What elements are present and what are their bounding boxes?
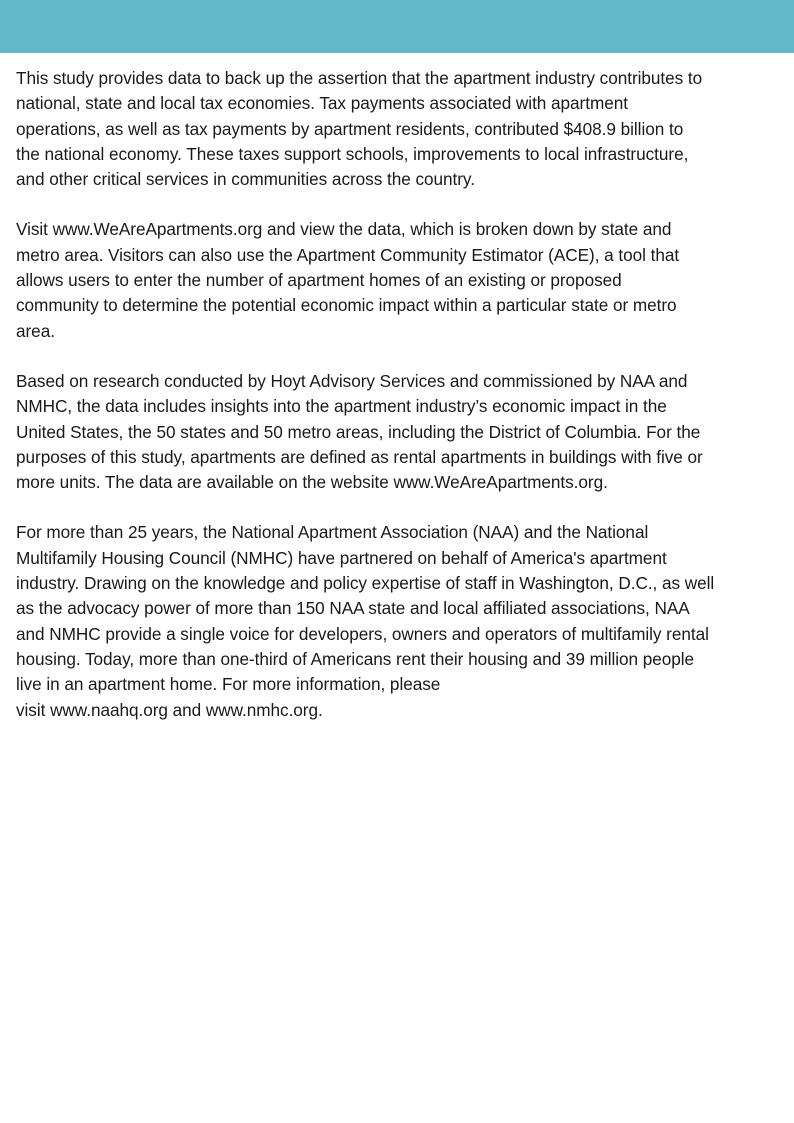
text-line: operations, as well as tax payments by apartment residents, contributed $408.9 billion to xyxy=(16,118,684,139)
text-line: the national economy. These taxes support schools, improvements to local infrastructure, xyxy=(16,143,689,164)
text-line: and other critical services in communities across the country. xyxy=(16,169,475,190)
text-line: more units. The data are available on the website www.WeAreApartments.org. xyxy=(16,472,608,493)
text-line: metro area. Visitors can also use the Apartment Community Estimator (ACE), a tool that xyxy=(16,244,680,265)
text-line: industry. Drawing on the knowledge and policy expertise of staff in Washington, D.C., as well xyxy=(16,573,715,594)
text-line: and NMHC provide a single voice for developers, owners and operators of multifamily rental xyxy=(16,623,709,644)
text-line: purposes of this study, apartments are defined as rental apartments in buildings with five or xyxy=(16,446,703,467)
header-band xyxy=(0,0,794,53)
text-line: live in an apartment home. For more information, please xyxy=(16,674,441,695)
text-line: United States, the 50 states and 50 metro areas, including the District of Columbia. For the xyxy=(16,421,701,442)
paragraph-tax-contribution xyxy=(16,66,778,192)
paragraph-about-naa-nmhc xyxy=(16,520,778,722)
text-line: Based on research conducted by Hoyt Advisory Services and commissioned by NAA and xyxy=(16,370,688,391)
paragraph-visit-website xyxy=(16,217,778,343)
paragraph-research xyxy=(16,369,778,495)
text-line: community to determine the potential economic impact within a particular state or metro xyxy=(16,295,677,316)
text-line: national, state and local tax economies. Tax payments associated with apartment xyxy=(16,93,628,114)
text-line: visit www.naahq.org and www.nmhc.org. xyxy=(16,699,323,720)
text-line: area. xyxy=(16,320,55,341)
text-line: allows users to enter the number of apartment homes of an existing or proposed xyxy=(16,270,622,291)
text-line: housing. Today, more than one-third of Americans rent their housing and 39 million people xyxy=(16,648,695,669)
document-body xyxy=(16,66,778,748)
text-line: Multifamily Housing Council (NMHC) have partnered on behalf of America's apartment xyxy=(16,547,667,568)
text-line: NMHC, the data includes insights into the apartment industry’s economic impact in the xyxy=(16,396,667,417)
text-line: Visit www.WeAreApartments.org and view the data, which is broken down by state and xyxy=(16,219,672,240)
text-line: as the advocacy power of more than 150 NAA state and local affiliated associations, NAA xyxy=(16,598,690,619)
text-line: This study provides data to back up the assertion that the apartment industry contributes to xyxy=(16,68,703,88)
text-line: For more than 25 years, the National Apartment Association (NAA) and the National xyxy=(16,522,649,543)
